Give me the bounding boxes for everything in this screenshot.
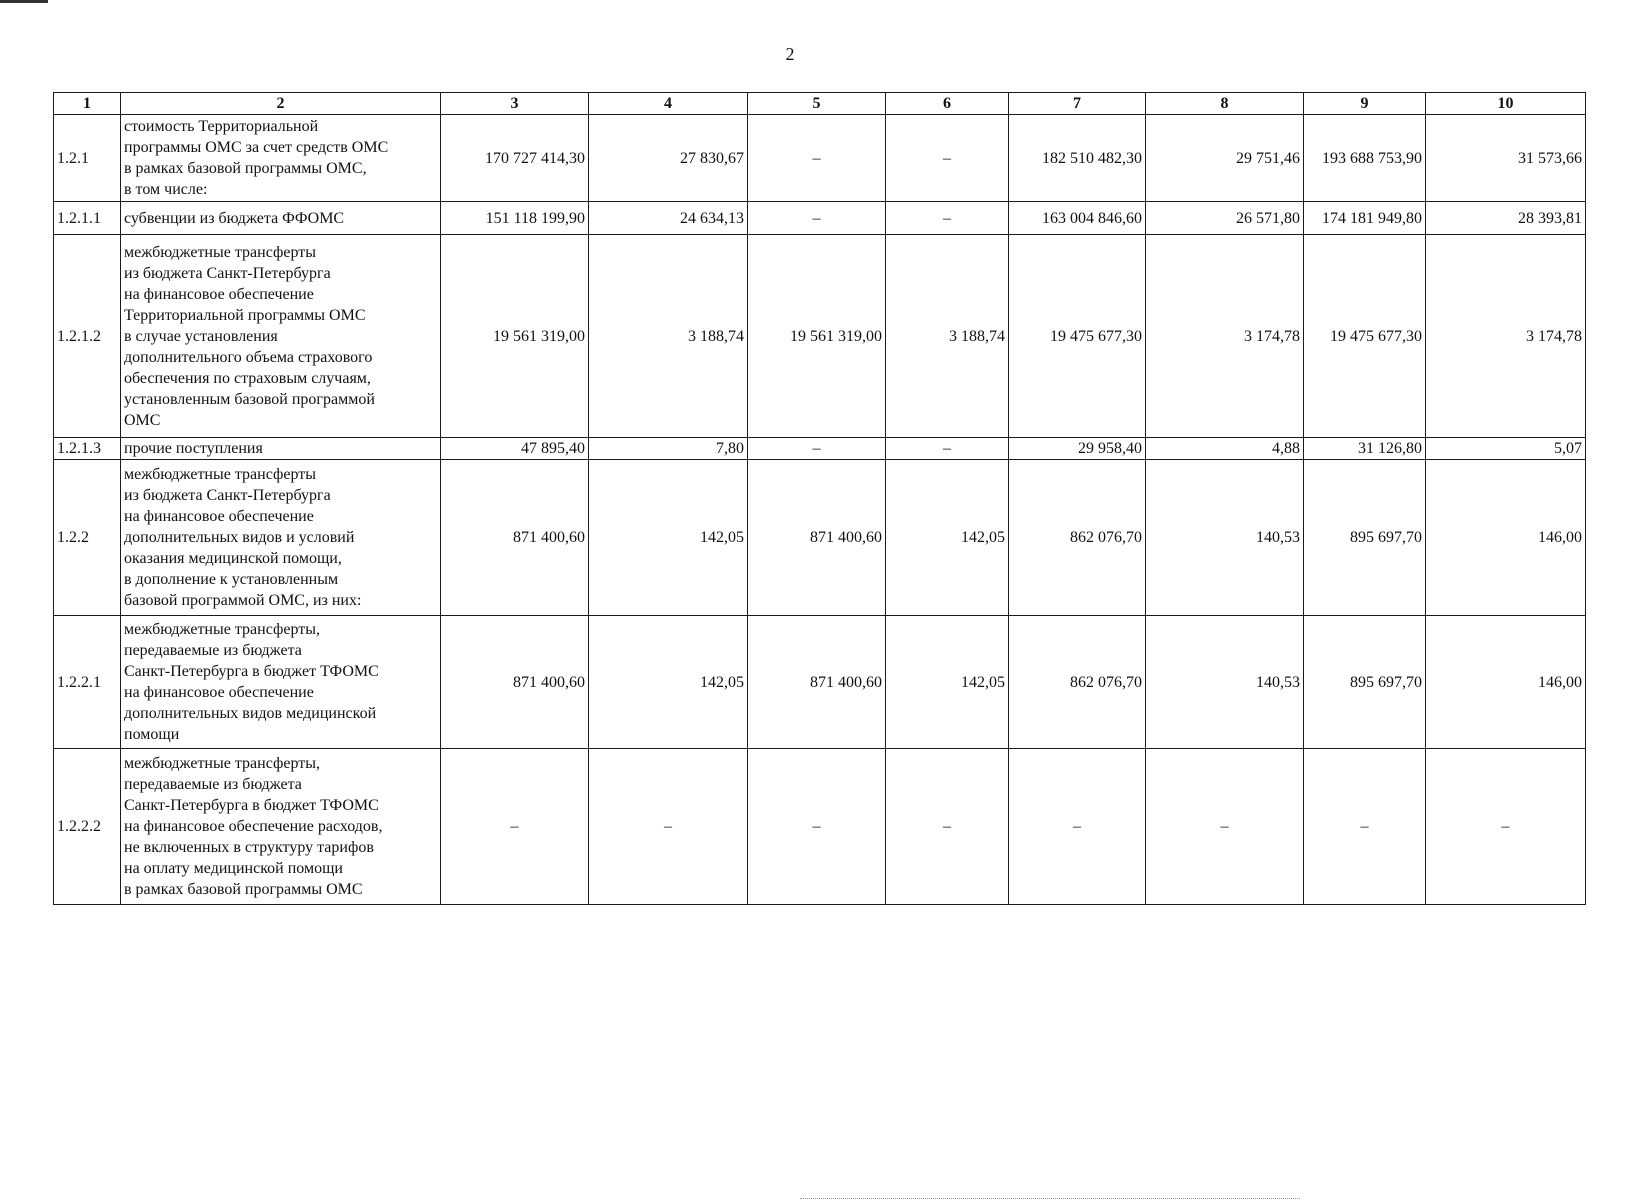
column-number-header <box>54 93 1586 115</box>
row-description: межбюджетные трансферты, передаваемые из бюджета Санкт-Петербурга в бюджет ТФОМС на финансовое обеспечение расходов, не включенных в структуру тарифов на оплату медицинской помощи в рамках базовой программы ОМС <box>121 749 441 905</box>
cell-col-5: 871 400,60 <box>748 460 886 616</box>
cell-col-10: 3 174,78 <box>1426 235 1586 438</box>
cell-col-10: 146,00 <box>1426 616 1586 749</box>
cell-col-10: 28 393,81 <box>1426 202 1586 235</box>
scan-edge-mark <box>0 0 48 3</box>
cell-col-3: – <box>441 749 589 905</box>
cell-col-5: – <box>748 115 886 202</box>
cell-col-9: 895 697,70 <box>1304 460 1426 616</box>
row-code: 1.2.2.2 <box>54 749 121 905</box>
row-description: стоимость Территориальной программы ОМС за счет средств ОМС в рамках базовой программы ОМС, в том числе: <box>121 115 441 202</box>
column-header: 2 <box>121 93 441 115</box>
column-header: 7 <box>1009 93 1146 115</box>
cell-col-10: – <box>1426 749 1586 905</box>
cell-col-7: 182 510 482,30 <box>1009 115 1146 202</box>
table-row <box>54 438 1586 460</box>
table-row <box>54 235 1586 438</box>
cell-col-3: 47 895,40 <box>441 438 589 460</box>
cell-col-5: – <box>748 749 886 905</box>
cell-col-10: 146,00 <box>1426 460 1586 616</box>
cell-col-6: 142,05 <box>886 460 1009 616</box>
cell-col-6: – <box>886 749 1009 905</box>
cell-col-6: – <box>886 438 1009 460</box>
column-header: 9 <box>1304 93 1426 115</box>
cell-col-9: – <box>1304 749 1426 905</box>
cell-col-9: 193 688 753,90 <box>1304 115 1426 202</box>
table-row <box>54 749 1586 905</box>
cell-col-7: – <box>1009 749 1146 905</box>
cell-col-3: 151 118 199,90 <box>441 202 589 235</box>
cell-col-9: 174 181 949,80 <box>1304 202 1426 235</box>
row-description: субвенции из бюджета ФФОМС <box>121 202 441 235</box>
row-code: 1.2.1.3 <box>54 438 121 460</box>
cell-col-8: 29 751,46 <box>1146 115 1304 202</box>
cell-col-6: – <box>886 202 1009 235</box>
cell-col-8: 140,53 <box>1146 616 1304 749</box>
column-header: 8 <box>1146 93 1304 115</box>
cell-col-4: 27 830,67 <box>589 115 748 202</box>
cell-col-8: 4,88 <box>1146 438 1304 460</box>
cell-col-4: 24 634,13 <box>589 202 748 235</box>
cell-col-8: – <box>1146 749 1304 905</box>
column-header: 4 <box>589 93 748 115</box>
column-header: 10 <box>1426 93 1586 115</box>
row-code: 1.2.1.2 <box>54 235 121 438</box>
row-description: межбюджетные трансферты из бюджета Санкт-Петербурга на финансовое обеспечение дополнительных видов и условий оказания медицинской помощи, в дополнение к установленным базовой программой ОМС, из них: <box>121 460 441 616</box>
cell-col-4: 142,05 <box>589 460 748 616</box>
cell-col-8: 26 571,80 <box>1146 202 1304 235</box>
cell-col-10: 5,07 <box>1426 438 1586 460</box>
column-header: 1 <box>54 93 121 115</box>
row-description: межбюджетные трансферты из бюджета Санкт-Петербурга на финансовое обеспечение Территориальной программы ОМС в случае установления дополнительного объема страхового обеспечения по страховым случаям, установленным базовой программой ОМС <box>121 235 441 438</box>
cell-col-9: 19 475 677,30 <box>1304 235 1426 438</box>
page-number: 2 <box>785 44 795 64</box>
row-description: межбюджетные трансферты, передаваемые из бюджета Санкт-Петербурга в бюджет ТФОМС на финансовое обеспечение дополнительных видов медицинской помощи <box>121 616 441 749</box>
cell-col-4: 3 188,74 <box>589 235 748 438</box>
row-code: 1.2.1.1 <box>54 202 121 235</box>
column-header: 3 <box>441 93 589 115</box>
row-description: прочие поступления <box>121 438 441 460</box>
cell-col-8: 140,53 <box>1146 460 1304 616</box>
cell-col-7: 19 475 677,30 <box>1009 235 1146 438</box>
row-code: 1.2.1 <box>54 115 121 202</box>
cell-col-5: – <box>748 202 886 235</box>
cell-col-5: 19 561 319,00 <box>748 235 886 438</box>
cell-col-3: 871 400,60 <box>441 460 589 616</box>
cell-col-7: 163 004 846,60 <box>1009 202 1146 235</box>
cell-col-6: – <box>886 115 1009 202</box>
table-row <box>54 202 1586 235</box>
cell-col-8: 3 174,78 <box>1146 235 1304 438</box>
cell-col-9: 895 697,70 <box>1304 616 1426 749</box>
cell-col-4: 7,80 <box>589 438 748 460</box>
column-header: 6 <box>886 93 1009 115</box>
cell-col-3: 170 727 414,30 <box>441 115 589 202</box>
cell-col-9: 31 126,80 <box>1304 438 1426 460</box>
table-row <box>54 616 1586 749</box>
cell-col-4: – <box>589 749 748 905</box>
table-row <box>54 460 1586 616</box>
cell-col-6: 142,05 <box>886 616 1009 749</box>
budget-table <box>53 92 1586 905</box>
row-code: 1.2.2.1 <box>54 616 121 749</box>
cell-col-3: 19 561 319,00 <box>441 235 589 438</box>
table-row <box>54 115 1586 202</box>
cell-col-5: – <box>748 438 886 460</box>
cell-col-7: 29 958,40 <box>1009 438 1146 460</box>
cell-col-7: 862 076,70 <box>1009 616 1146 749</box>
row-code: 1.2.2 <box>54 460 121 616</box>
cell-col-3: 871 400,60 <box>441 616 589 749</box>
cell-col-7: 862 076,70 <box>1009 460 1146 616</box>
column-header: 5 <box>748 93 886 115</box>
cell-col-6: 3 188,74 <box>886 235 1009 438</box>
cell-col-10: 31 573,66 <box>1426 115 1586 202</box>
cell-col-4: 142,05 <box>589 616 748 749</box>
cell-col-5: 871 400,60 <box>748 616 886 749</box>
